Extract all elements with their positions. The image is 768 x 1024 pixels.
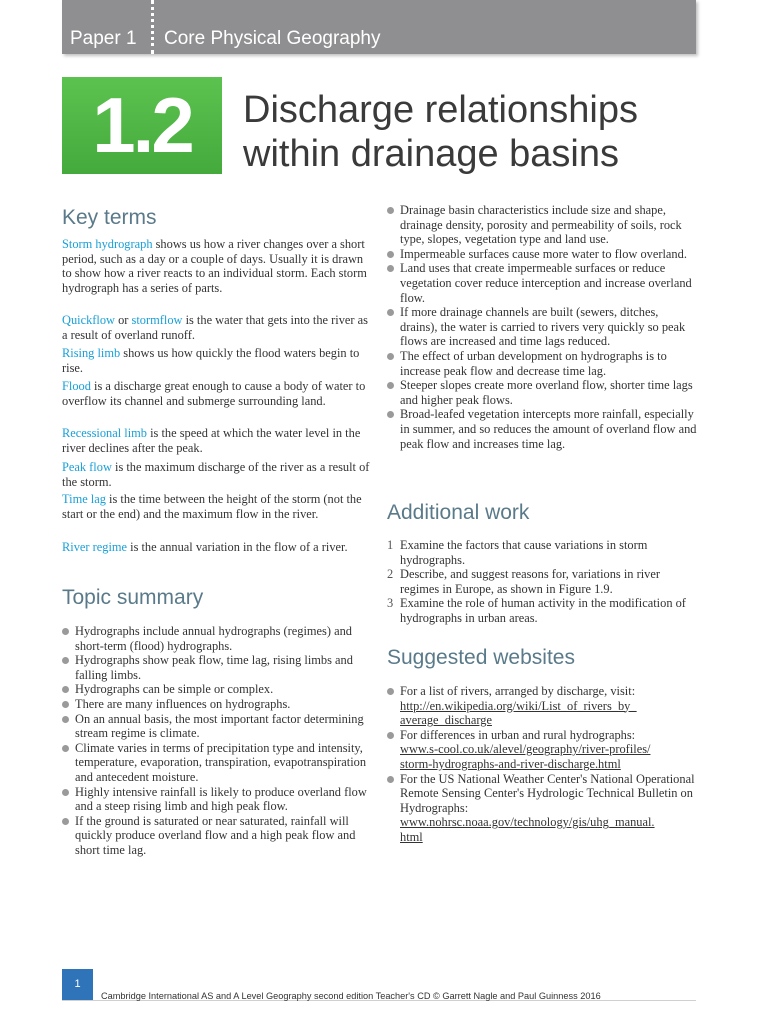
bullet-icon: [387, 309, 394, 316]
key-term-storm-hydrograph: Storm hydrograph shows us how a river changes over a short period, such as a day or a couple of days. Usually it is drawn to show how a river reacts to an individual storm. Each storm hydrograph has a series of parts.: [62, 237, 367, 295]
key-term-peak-flow: Peak flow is the maximum discharge of the river as a result of the storm.: [62, 460, 370, 489]
suggested-websites-heading: Suggested websites: [387, 646, 575, 669]
list-item: For differences in urban and rural hydrographs: www.s-cool.co.uk/alevel/geography/river-profiles/ storm-hydrographs-and-river-discharge.html: [387, 728, 697, 772]
key-term-label: Time lag: [62, 492, 106, 506]
topic-summary-continued-list: [387, 203, 697, 451]
footer-copyright: Cambridge International AS and A Level Geography second edition Teacher's CD © Garrett Nagle and Paul Guinness 2016: [101, 991, 601, 1001]
list-number: 2: [387, 567, 394, 582]
suggested-websites-list: [387, 684, 697, 845]
bullet-icon: [62, 686, 69, 693]
list-number: 3: [387, 596, 394, 611]
topic-summary-heading: Topic summary: [62, 586, 204, 609]
key-term-flood: Flood is a discharge great enough to cause a body of water to overflow its channel and submerge surrounding land.: [62, 379, 366, 408]
list-item: 2 Describe, and suggest reasons for, variations in river regimes in Europe, as shown in Figure 1.9.: [387, 567, 660, 596]
list-item: Drainage basin characteristics include size and shape, drainage density, porosity and permeability of soils, rock type, slopes, vegetation type and land use.: [387, 203, 697, 247]
bullet-icon: [62, 789, 69, 796]
key-terms-heading: Key terms: [62, 206, 157, 229]
header-divider: [151, 0, 154, 54]
key-term-label: Storm hydrograph: [62, 237, 153, 251]
header-section-title: Core Physical Geography: [164, 28, 381, 49]
chapter-title-line1: Discharge relationships: [243, 89, 638, 131]
bullet-icon: [62, 701, 69, 708]
bullet-icon: [387, 353, 394, 360]
list-item: Hydrographs include annual hydrographs (regimes) and short-term (flood) hydrographs.: [62, 624, 370, 653]
nohrsc-manual-link[interactable]: www.nohrsc.noaa.gov/technology/gis/uhg_manual. html: [400, 815, 655, 844]
header-bar: [62, 0, 696, 54]
bullet-icon: [387, 207, 394, 214]
topic-summary-list: [62, 624, 370, 858]
list-item: There are many influences on hydrographs.: [62, 697, 370, 712]
bullet-icon: [387, 382, 394, 389]
bullet-icon: [62, 745, 69, 752]
list-item: Broad-leafed vegetation intercepts more rainfall, especially in summer, and so reduces the amount of overland flow and peak flow and increases time lag.: [387, 407, 697, 451]
list-item: For the US National Weather Center's National Operational Remote Sensing Center's Hydrologic Technical Bulletin on Hydrographs: www.nohrsc.noaa.gov/technology/gis/uhg_manual. html: [387, 772, 697, 845]
bullet-icon: [387, 776, 394, 783]
key-term-river-regime: River regime is the annual variation in the flow of a river.: [62, 540, 348, 554]
bullet-icon: [387, 265, 394, 272]
key-term-label: Recessional limb: [62, 426, 147, 440]
list-item: Hydrographs show peak flow, time lag, rising limbs and falling limbs.: [62, 653, 370, 682]
chapter-number: 1.2: [62, 77, 222, 174]
bullet-icon: [62, 716, 69, 723]
key-term-recessional-limb: Recessional limb is the speed at which the water level in the river declines after the peak.: [62, 426, 361, 455]
key-term-label: Rising limb: [62, 346, 121, 360]
key-term-quickflow: Quickflow or stormflow is the water that gets into the river as a result of overland runoff.: [62, 313, 368, 342]
list-item: The effect of urban development on hydrographs is to increase peak flow and decrease time lag.: [387, 349, 697, 378]
header-paper-label: Paper 1: [70, 28, 137, 49]
key-term-label: Peak flow: [62, 460, 112, 474]
list-item: Hydrographs can be simple or complex.: [62, 682, 370, 697]
additional-work-list: [387, 538, 697, 626]
bullet-icon: [387, 688, 394, 695]
wikipedia-rivers-link[interactable]: http://en.wikipedia.org/wiki/List_of_rivers_by_ average_discharge: [400, 698, 637, 728]
bullet-icon: [387, 411, 394, 418]
list-item: 1 Examine the factors that cause variations in storm hydrographs.: [387, 538, 648, 567]
key-term-label: Flood: [62, 379, 91, 393]
list-item: For a list of rivers, arranged by discharge, visit: http://en.wikipedia.org/wiki/List_of_rivers_by_ average_discharge: [387, 684, 697, 728]
list-item: If more drainage channels are built (sewers, ditches, drains), the water is carried to rivers very quickly so peak flows are increased and time lags reduced.: [387, 305, 697, 349]
s-cool-hydrographs-link[interactable]: www.s-cool.co.uk/alevel/geography/river-profiles/ storm-hydrographs-and-river-discharge.html: [400, 742, 651, 771]
key-term-rising-limb: Rising limb shows us how quickly the flood waters begin to rise.: [62, 346, 360, 375]
list-item: Highly intensive rainfall is likely to produce overland flow and a steep rising limb and high peak flow.: [62, 785, 370, 814]
list-item: Climate varies in terms of precipitation type and intensity, temperature, evaporation, transpiration, evapotranspiration and antecedent moisture.: [62, 741, 370, 785]
list-item: 3 Examine the role of human activity in the modification of hydrographs in urban areas.: [387, 596, 686, 625]
bullet-icon: [62, 818, 69, 825]
list-item: Steeper slopes create more overland flow, shorter time lags and higher peak flows.: [387, 378, 697, 407]
list-item: If the ground is saturated or near saturated, rainfall will quickly produce overland flow and a high peak flow and short time lag.: [62, 814, 370, 858]
key-term-label: Quickflow: [62, 313, 115, 327]
list-item: Land uses that create impermeable surfaces or reduce vegetation cover reduce interception and increase overland flow.: [387, 261, 697, 305]
key-term-label: River regime: [62, 540, 128, 554]
list-number: 1: [387, 538, 394, 552]
chapter-title: [243, 88, 713, 176]
chapter-title-line2: within drainage basins: [243, 133, 620, 175]
list-item: Impermeable surfaces cause more water to flow overland.: [387, 247, 697, 262]
bullet-icon: [387, 732, 394, 739]
page-number: 1: [62, 969, 93, 1000]
bullet-icon: [62, 657, 69, 664]
bullet-icon: [387, 251, 394, 258]
key-term-time-lag: Time lag is the time between the height of the storm (not the start or the end) and the maximum flow in the river.: [62, 492, 362, 521]
additional-work-heading: Additional work: [387, 501, 530, 524]
key-term-label: stormflow: [131, 313, 183, 327]
list-item: On an annual basis, the most important factor determining stream regime is climate.: [62, 712, 370, 741]
bullet-icon: [62, 628, 69, 635]
